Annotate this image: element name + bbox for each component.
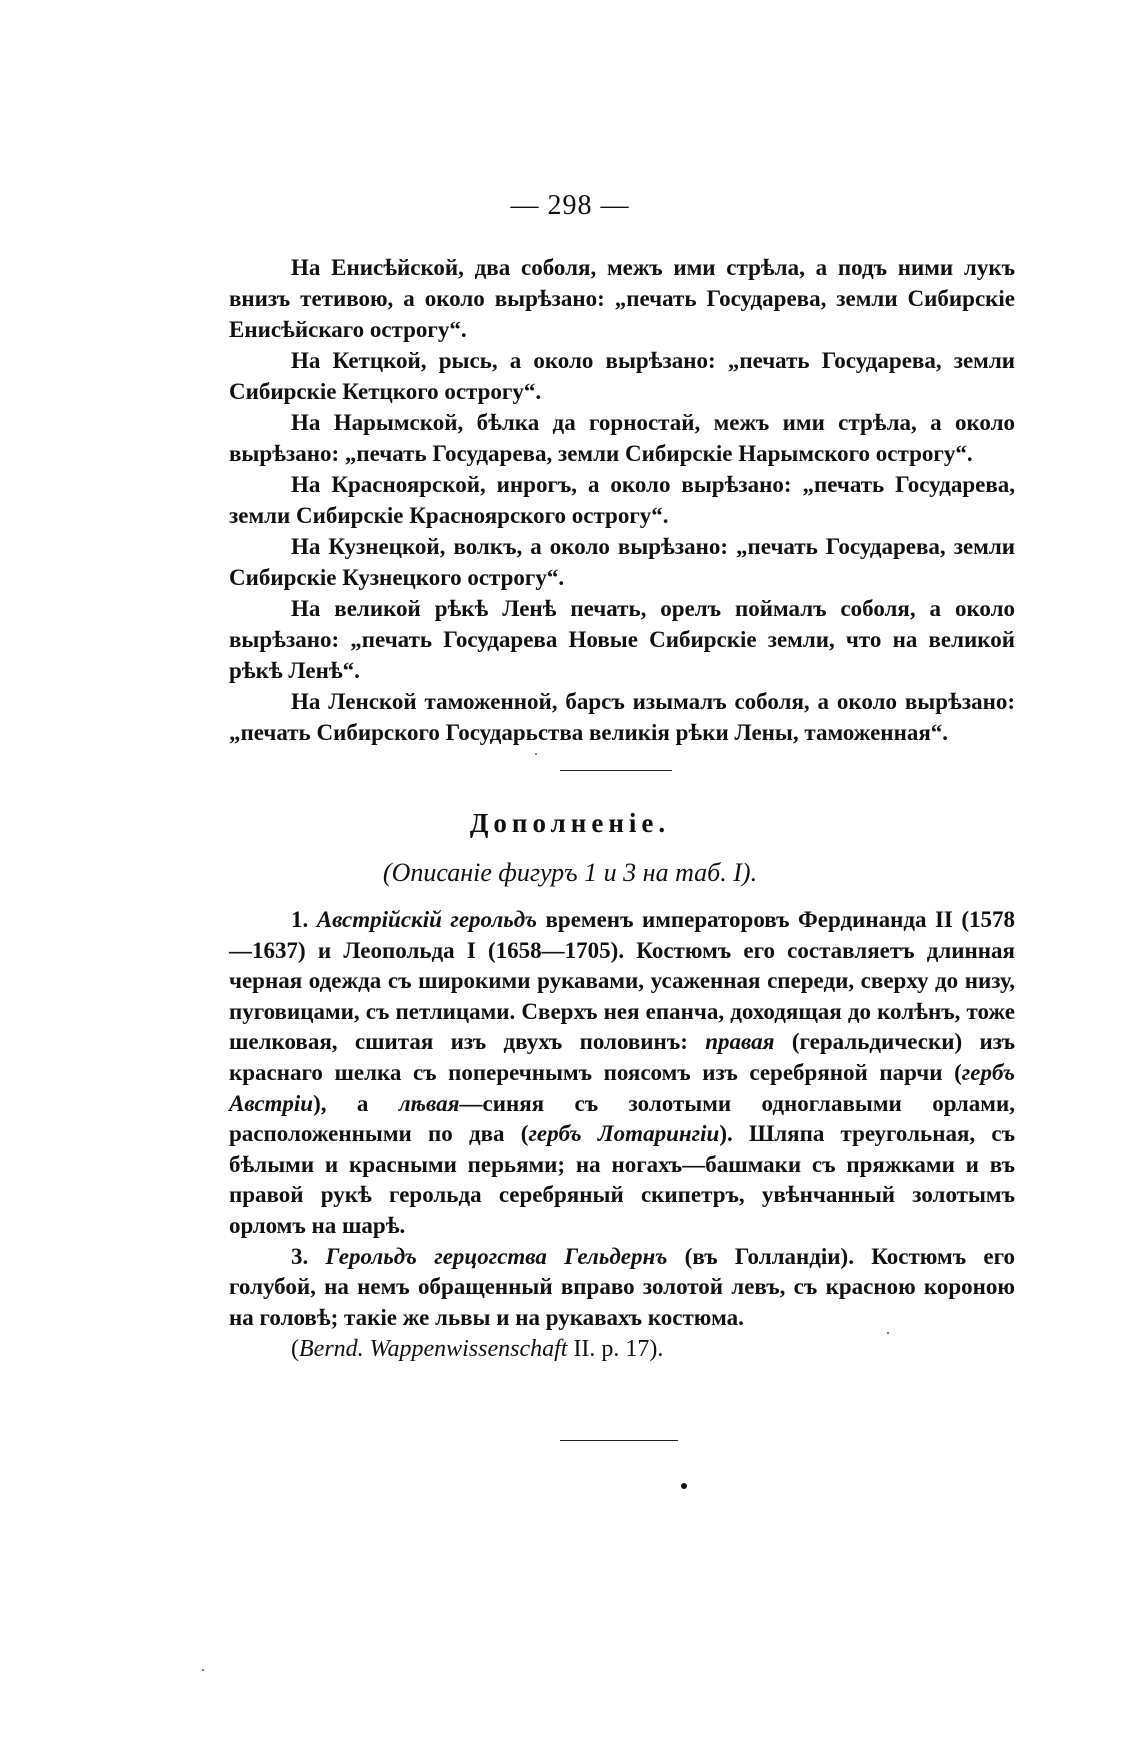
item-title: Австрійскій герольдъ	[316, 907, 538, 932]
emphasis-arms-lorraine: гербъ Лотарингіи	[528, 1121, 720, 1147]
seal-yeniseisk: На Енисѣйской, два соболя, межъ ими стрѣла, а подъ ними лукъ внизъ тетивою, а около вырѣзано: „печать Государева, земли Сибирскіе Енисѣйскаго острогу“.	[229, 255, 1015, 342]
section-divider	[560, 770, 672, 771]
emphasis-left: лѣвая	[398, 1090, 460, 1116]
page-number: — 298 —	[510, 190, 630, 221]
end-divider	[560, 1440, 678, 1441]
citation-author: Bernd.	[299, 1336, 364, 1363]
supplement-subheading: (Описаніе фигуръ 1 и 3 на таб. I).	[382, 858, 758, 887]
ink-speck	[202, 1669, 204, 1671]
citation	[229, 1333, 1015, 1365]
paragraph-text: (въ Голландіи). Костюмъ его голубой, на немъ обращенный вправо золотой левъ, съ красною короною на головѣ; такіе же львы и на рукавахъ костюма.	[229, 1243, 1016, 1330]
ink-speck	[887, 1332, 889, 1334]
herald-gelderland-paragraph	[229, 1242, 1015, 1334]
citation-work: Wappenwissenschaft	[369, 1336, 568, 1363]
paragraph-text: ), а	[313, 1090, 399, 1116]
emphasis-right: правая	[705, 1029, 775, 1055]
seals-section	[229, 252, 1015, 748]
seal-ketsk: На Кетцкой, рысь, а около вырѣзано: „печать Государева, земли Сибирскіе Кетцкого острогу“.	[229, 348, 1015, 404]
citation-open: (	[291, 1336, 299, 1363]
supplement-heading: Дополненіе.	[469, 808, 671, 838]
paragraph-text: временъ императоровъ Фердинанда II (1578—1637) и Леопольда I (1658—1705). Костюмъ его составляетъ длинная черная одежда съ широкими рукавами, усаженная спереди, сверху до низу, пуговицами, съ петлицами. Сверхъ нея епанча, доходящая до колѣнъ, тоже шелковая, сшитая изъ двухъ половинъ:	[229, 907, 1015, 1055]
paragraph-text: —синяя съ золотыми одноглавыми орлами, расположенными по два (	[229, 1090, 1015, 1147]
item-number: 1.	[291, 907, 309, 932]
item-title: Герольдъ герцогства Гельдернъ	[325, 1243, 668, 1269]
citation-rest: II. p. 17).	[567, 1336, 664, 1363]
emphasis-arms-austria: гербъ Австріи	[229, 1059, 1015, 1116]
seal-lena: На великой рѣкѣ Ленѣ печать, орелъ поймалъ соболя, а около вырѣзано: „печать Государева Новые Сибирскіе земли, что на великой рѣкѣ Ленѣ“.	[229, 596, 1015, 683]
seal-narym: На Нарымской, бѣлка да горностай, межъ ими стрѣла, а около вырѣзано: „печать Государева, земли Сибирскіе Нарымского острогу“.	[229, 410, 1015, 466]
ink-dot	[681, 1483, 687, 1489]
seal-krasnoyarsk: На Красноярской, инрогъ, а около вырѣзано: „печать Государева, земли Сибирскіе Красноярского острогу“.	[229, 472, 1015, 528]
item-number: 3.	[291, 1243, 309, 1269]
herald-austria-paragraph	[229, 905, 1015, 1242]
seal-lena-customs: На Ленской таможенной, барсъ изымалъ соболя, а около вырѣзано: „печать Сибирского Государьства великія рѣки Лены, таможенная“.	[229, 689, 1015, 745]
paragraph-text: ). Шляпа треугольная, съ бѣлыми и красными перьями; на ногахъ—башмаки съ пряжками и въ правой рукѣ герольда серебряный скипетръ, увѣнчанный золотымъ орломъ на шарѣ.	[229, 1121, 1015, 1238]
ink-speck	[535, 753, 537, 755]
paragraph-text: (геральдически) изъ краснаго шелка съ поперечнымъ поясомъ изъ серебряной парчи (	[229, 1029, 1015, 1085]
supplement-section	[229, 905, 1015, 1365]
seal-kuznetsk: На Кузнецкой, волкъ, а около вырѣзано: „печать Государева, земли Сибирскіе Кузнецкого острогу“.	[229, 534, 1015, 590]
